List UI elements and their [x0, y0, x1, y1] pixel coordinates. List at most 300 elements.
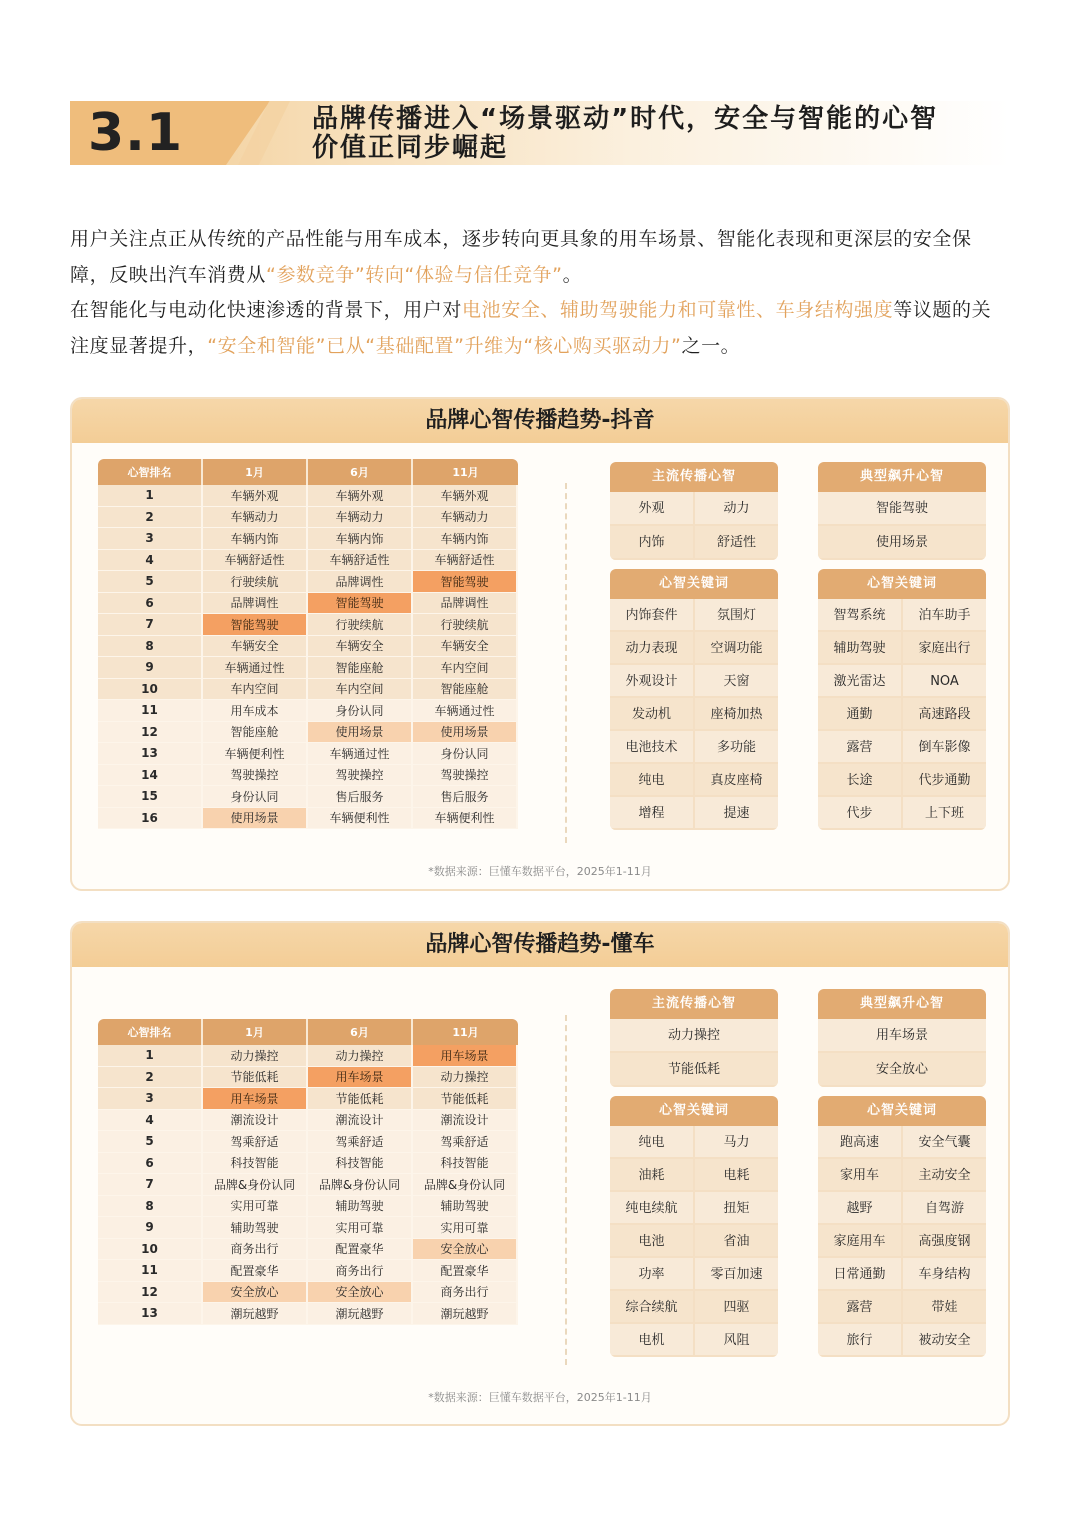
table-cell: 安全放心 [308, 1282, 413, 1304]
table-cell: 品牌&身份认同 [413, 1174, 518, 1196]
keyword-tag: 动力表现 [610, 632, 695, 665]
table-cell: 驾驶操控 [203, 765, 308, 787]
panel-divider [565, 483, 567, 843]
table-cell: 品牌调性 [203, 593, 308, 615]
table-cell: 行驶续航 [413, 614, 518, 636]
keyword-tag: 电耗 [695, 1159, 778, 1192]
table-cell: 商务出行 [413, 1282, 518, 1304]
column-header: 11月 [413, 1019, 518, 1045]
box-row [818, 1225, 986, 1258]
table-cell: 辅助驾驶 [308, 1196, 413, 1218]
intro-p2-mid: 等议题的关注度显著提升， [70, 299, 992, 357]
box-title: 心智关键词 [818, 569, 986, 599]
keyword-tag: 电池 [610, 1225, 695, 1258]
keyword-tag: 越野 [818, 1192, 903, 1225]
table-cell: 潮流设计 [203, 1110, 308, 1132]
keyword-tag: 跑高速 [818, 1126, 903, 1159]
table-row [98, 550, 518, 572]
keyword-tag: 日常通勤 [818, 1258, 903, 1291]
keyword-tag: 露营 [818, 731, 903, 764]
table-cell: 实用可靠 [308, 1217, 413, 1239]
rank-number: 6 [98, 1153, 203, 1175]
table-cell: 车辆便利性 [308, 808, 413, 830]
table-row [98, 1260, 518, 1282]
box-row [610, 1225, 778, 1258]
keyword-tag: 内饰 [610, 526, 695, 560]
box-row [818, 1019, 986, 1053]
intro-p1-text: 用户关注点正从传统的产品性能与用车成本，逐步转向更具象的用车场景、智能化表现和更深层的安全保障，反映出汽车消费从 [70, 228, 972, 286]
table-cell: 安全放心 [413, 1239, 518, 1261]
box-row [818, 665, 986, 698]
keyword-tag: 发动机 [610, 698, 695, 731]
keyword-tag: 节能低耗 [610, 1053, 778, 1087]
box-title: 主流传播心智 [610, 462, 778, 492]
keyword-tag: 天窗 [695, 665, 778, 698]
table-cell: 车辆内饰 [413, 528, 518, 550]
panel-divider [565, 1015, 567, 1365]
box-row [818, 1192, 986, 1225]
table-row [98, 1282, 518, 1304]
keyword-tag: 旅行 [818, 1324, 903, 1357]
keywords-box-left [610, 569, 778, 830]
table-cell: 用车成本 [203, 700, 308, 722]
table-cell: 车辆内饰 [203, 528, 308, 550]
box-body [818, 1019, 986, 1087]
rank-number: 11 [98, 700, 203, 722]
table-cell: 辅助驾驶 [413, 1196, 518, 1218]
keyword-tag: 多功能 [695, 731, 778, 764]
table-cell: 行驶续航 [203, 571, 308, 593]
rank-number: 15 [98, 786, 203, 808]
keyword-tag: 油耗 [610, 1159, 695, 1192]
keyword-tag: 氛围灯 [695, 599, 778, 632]
box-title: 典型飙升心智 [818, 462, 986, 492]
table-header-row [98, 459, 518, 485]
keyword-tag: 安全气囊 [903, 1126, 986, 1159]
keyword-tag: 高强度钢 [903, 1225, 986, 1258]
keyword-tag: 高速路段 [903, 698, 986, 731]
column-header: 1月 [203, 459, 308, 485]
keyword-tag: 电池技术 [610, 731, 695, 764]
keyword-tag: 带娃 [903, 1291, 986, 1324]
rank-number: 10 [98, 1239, 203, 1261]
keyword-tag: 激光雷达 [818, 665, 903, 698]
box-row [818, 797, 986, 830]
keyword-tag: 自驾游 [903, 1192, 986, 1225]
table-row [98, 743, 518, 765]
table-row [98, 507, 518, 529]
table-row [98, 1131, 518, 1153]
box-row [610, 764, 778, 797]
keyword-tag: 空调功能 [695, 632, 778, 665]
box-row [610, 731, 778, 764]
rank-number: 2 [98, 507, 203, 529]
table-row [98, 808, 518, 830]
table-cell: 身份认同 [413, 743, 518, 765]
table-row [98, 1110, 518, 1132]
section-title-line2: 价值正同步崛起 [312, 133, 509, 163]
box-row [610, 1159, 778, 1192]
column-header: 心智排名 [98, 459, 203, 485]
box-title: 心智关键词 [610, 569, 778, 599]
table-row [98, 1239, 518, 1261]
keyword-tag: 马力 [695, 1126, 778, 1159]
table-row [98, 614, 518, 636]
rank-number: 4 [98, 1110, 203, 1132]
rank-number: 8 [98, 1196, 203, 1218]
table-cell: 车辆舒适性 [203, 550, 308, 572]
table-cell: 车辆动力 [413, 507, 518, 529]
table-cell: 节能低耗 [413, 1088, 518, 1110]
table-cell: 实用可靠 [203, 1196, 308, 1218]
keyword-tag: 座椅加热 [695, 698, 778, 731]
table-cell: 车辆外观 [203, 485, 308, 507]
keyword-tag: 长途 [818, 764, 903, 797]
rank-number: 5 [98, 1131, 203, 1153]
table-cell: 驾驶操控 [413, 765, 518, 787]
table-cell: 用车场景 [308, 1067, 413, 1089]
table-row [98, 700, 518, 722]
table-cell: 使用场景 [413, 722, 518, 744]
table-cell: 动力操控 [413, 1067, 518, 1089]
column-header: 1月 [203, 1019, 308, 1045]
box-row [818, 698, 986, 731]
table-cell: 品牌调性 [308, 571, 413, 593]
rank-number: 10 [98, 679, 203, 701]
rank-number: 1 [98, 485, 203, 507]
box-row [818, 632, 986, 665]
column-header: 6月 [308, 459, 413, 485]
table-cell: 辅助驾驶 [203, 1217, 308, 1239]
table-cell: 动力操控 [308, 1045, 413, 1067]
table-cell: 品牌&身份认同 [308, 1174, 413, 1196]
table-cell: 品牌&身份认同 [203, 1174, 308, 1196]
keywords-box-right [818, 1096, 986, 1357]
table-cell: 潮玩越野 [308, 1303, 413, 1325]
table-cell: 智能座舱 [413, 679, 518, 701]
keyword-tag: 智能驾驶 [818, 492, 986, 526]
table-cell: 节能低耗 [203, 1067, 308, 1089]
table-cell: 智能驾驶 [203, 614, 308, 636]
table-cell: 车辆安全 [413, 636, 518, 658]
table-cell: 配置豪华 [308, 1239, 413, 1261]
table-header-row [98, 1019, 518, 1045]
section-title-line1: 品牌传播进入“场景驱动”时代，安全与智能的心智 [312, 104, 939, 134]
table-cell: 智能驾驶 [308, 593, 413, 615]
table-row [98, 1088, 518, 1110]
table-cell: 安全放心 [203, 1282, 308, 1304]
rank-number: 3 [98, 528, 203, 550]
table-cell: 潮玩越野 [413, 1303, 518, 1325]
keyword-tag: 四驱 [695, 1291, 778, 1324]
keyword-tag: 内饰套件 [610, 599, 695, 632]
data-source-note: *数据来源：巨懂车数据平台，2025年1-11月 [428, 865, 652, 878]
rank-number: 11 [98, 1260, 203, 1282]
rank-number: 9 [98, 657, 203, 679]
dongche-ranking-table [98, 1019, 518, 1325]
keyword-tag: 智驾系统 [818, 599, 903, 632]
table-cell: 智能驾驶 [413, 571, 518, 593]
box-row [818, 1258, 986, 1291]
box-body [610, 1126, 778, 1357]
table-cell: 售后服务 [308, 786, 413, 808]
box-row [610, 526, 778, 560]
table-cell: 车内空间 [308, 679, 413, 701]
box-row [610, 1258, 778, 1291]
keywords-box-left [610, 1096, 778, 1357]
keyword-tag: 纯电 [610, 764, 695, 797]
keyword-tag: 被动安全 [903, 1324, 986, 1357]
keyword-tag: 增程 [610, 797, 695, 830]
table-cell: 车辆外观 [308, 485, 413, 507]
table-row [98, 786, 518, 808]
section-title [312, 105, 938, 163]
dongche-panel [70, 921, 1010, 1426]
table-row [98, 593, 518, 615]
table-cell: 实用可靠 [413, 1217, 518, 1239]
keywords-box-right [818, 569, 986, 830]
rank-number: 12 [98, 1282, 203, 1304]
table-cell: 科技智能 [413, 1153, 518, 1175]
intro-p2-highlight-1: 电池安全、辅助驾驶能力和可靠性、车身结构强度 [462, 299, 894, 321]
column-header: 心智排名 [98, 1019, 203, 1045]
column-header: 6月 [308, 1019, 413, 1045]
table-cell: 车辆舒适性 [413, 550, 518, 572]
keyword-tag: 家庭出行 [903, 632, 986, 665]
table-cell: 潮流设计 [308, 1110, 413, 1132]
intro-p1-highlight: “参数竞争”转向“体验与信任竞争” [266, 263, 563, 286]
table-row [98, 657, 518, 679]
table-cell: 用车场景 [203, 1088, 308, 1110]
keyword-tag: 代步 [818, 797, 903, 830]
box-row [610, 665, 778, 698]
box-body [818, 599, 986, 830]
table-cell: 售后服务 [413, 786, 518, 808]
keyword-tag: 露营 [818, 1291, 903, 1324]
box-title: 心智关键词 [818, 1096, 986, 1126]
box-body [610, 492, 778, 560]
table-row [98, 1196, 518, 1218]
keyword-tag: 舒适性 [695, 526, 778, 560]
mainstream-mind-box [610, 989, 778, 1087]
box-body [610, 1019, 778, 1087]
table-cell: 商务出行 [308, 1260, 413, 1282]
table-cell: 车辆动力 [308, 507, 413, 529]
box-row [610, 1192, 778, 1225]
box-title: 典型飙升心智 [818, 989, 986, 1019]
box-body [610, 599, 778, 830]
table-cell: 车辆通过性 [308, 743, 413, 765]
keyword-tag: 通勤 [818, 698, 903, 731]
mainstream-mind-box [610, 462, 778, 560]
table-cell: 商务出行 [203, 1239, 308, 1261]
keyword-tag: 外观设计 [610, 665, 695, 698]
keyword-tag: 风阻 [695, 1324, 778, 1357]
box-row [610, 1291, 778, 1324]
table-row [98, 528, 518, 550]
section-number: 3.1 [88, 103, 184, 163]
table-row [98, 1217, 518, 1239]
box-row [818, 526, 986, 560]
table-cell: 车辆通过性 [203, 657, 308, 679]
rank-number: 8 [98, 636, 203, 658]
box-row [818, 1324, 986, 1357]
section-header [70, 101, 1010, 165]
table-cell: 驾乘舒适 [413, 1131, 518, 1153]
table-row [98, 571, 518, 593]
intro-paragraph-2 [70, 293, 1010, 364]
keyword-tag: 电机 [610, 1324, 695, 1357]
box-row [818, 764, 986, 797]
table-row [98, 1303, 518, 1325]
keyword-tag: 泊车助手 [903, 599, 986, 632]
keyword-tag: 使用场景 [818, 526, 986, 560]
table-row [98, 485, 518, 507]
table-cell: 车辆内饰 [308, 528, 413, 550]
table-cell: 动力操控 [203, 1045, 308, 1067]
box-row [610, 797, 778, 830]
table-cell: 车辆外观 [413, 485, 518, 507]
table-cell: 驾驶操控 [308, 765, 413, 787]
keyword-tag: 家庭用车 [818, 1225, 903, 1258]
table-cell: 潮玩越野 [203, 1303, 308, 1325]
table-cell: 品牌调性 [413, 593, 518, 615]
keyword-tag: 车身结构 [903, 1258, 986, 1291]
rising-mind-box [818, 462, 986, 560]
box-body [818, 492, 986, 560]
keyword-tag: 功率 [610, 1258, 695, 1291]
table-cell: 身份认同 [308, 700, 413, 722]
rank-number: 2 [98, 1067, 203, 1089]
table-cell: 车辆动力 [203, 507, 308, 529]
table-cell: 用车场景 [413, 1045, 518, 1067]
keyword-tag: 真皮座椅 [695, 764, 778, 797]
box-row [610, 632, 778, 665]
box-body [818, 1126, 986, 1357]
table-cell: 身份认同 [203, 786, 308, 808]
table-row [98, 1174, 518, 1196]
keyword-tag: 上下班 [903, 797, 986, 830]
rank-number: 3 [98, 1088, 203, 1110]
box-row [818, 1053, 986, 1087]
box-row [818, 599, 986, 632]
intro-p2-highlight-2: “安全和智能”已从“基础配置”升维为“核心购买驱动力” [207, 334, 682, 357]
box-row [610, 1053, 778, 1087]
table-row [98, 1153, 518, 1175]
table-cell: 车内空间 [413, 657, 518, 679]
keyword-tag: 用车场景 [818, 1019, 986, 1053]
box-row [610, 1126, 778, 1159]
column-header: 11月 [413, 459, 518, 485]
table-cell: 配置豪华 [413, 1260, 518, 1282]
rank-number: 9 [98, 1217, 203, 1239]
keyword-tag: 省油 [695, 1225, 778, 1258]
rank-number: 14 [98, 765, 203, 787]
table-cell: 驾乘舒适 [203, 1131, 308, 1153]
table-row [98, 679, 518, 701]
intro-p2-end: 之一。 [681, 334, 741, 357]
table-cell: 使用场景 [308, 722, 413, 744]
intro-text [70, 222, 1010, 364]
rank-number: 1 [98, 1045, 203, 1067]
table-row [98, 1067, 518, 1089]
box-row [610, 1019, 778, 1053]
table-cell: 车辆通过性 [413, 700, 518, 722]
rank-number: 12 [98, 722, 203, 744]
table-cell: 配置豪华 [203, 1260, 308, 1282]
douyin-ranking-table [98, 459, 518, 829]
table-cell: 潮流设计 [413, 1110, 518, 1132]
intro-p2-text: 在智能化与电动化快速渗透的背景下，用户对 [70, 299, 463, 321]
keyword-tag: 扭矩 [695, 1192, 778, 1225]
keyword-tag: 家用车 [818, 1159, 903, 1192]
keyword-tag: 零百加速 [695, 1258, 778, 1291]
rising-mind-box [818, 989, 986, 1087]
box-title: 心智关键词 [610, 1096, 778, 1126]
box-row [610, 599, 778, 632]
box-row [818, 492, 986, 526]
box-row [610, 1324, 778, 1357]
keyword-tag: 倒车影像 [903, 731, 986, 764]
data-source-note: *数据来源：巨懂车数据平台，2025年1-11月 [428, 1391, 652, 1404]
table-cell: 科技智能 [203, 1153, 308, 1175]
douyin-panel-title: 品牌心智传播趋势-抖音 [72, 399, 1008, 443]
table-cell: 驾乘舒适 [308, 1131, 413, 1153]
table-cell: 车辆便利性 [413, 808, 518, 830]
table-row [98, 722, 518, 744]
intro-paragraph-1 [70, 222, 1010, 293]
keyword-tag: 动力操控 [610, 1019, 778, 1053]
table-cell: 车辆舒适性 [308, 550, 413, 572]
rank-number: 5 [98, 571, 203, 593]
table-cell: 车辆安全 [308, 636, 413, 658]
keyword-tag: 动力 [695, 492, 778, 526]
table-row [98, 1045, 518, 1067]
box-row [818, 1291, 986, 1324]
keyword-tag: 安全放心 [818, 1053, 986, 1087]
keyword-tag: 纯电 [610, 1126, 695, 1159]
box-row [610, 492, 778, 526]
keyword-tag: 综合续航 [610, 1291, 695, 1324]
table-cell: 科技智能 [308, 1153, 413, 1175]
table-cell: 节能低耗 [308, 1088, 413, 1110]
box-row [610, 698, 778, 731]
table-row [98, 765, 518, 787]
table-cell: 车辆便利性 [203, 743, 308, 765]
rank-number: 7 [98, 1174, 203, 1196]
keyword-tag: 外观 [610, 492, 695, 526]
rank-number: 13 [98, 1303, 203, 1325]
box-row [818, 731, 986, 764]
douyin-panel [70, 397, 1010, 891]
table-cell: 使用场景 [203, 808, 308, 830]
keyword-tag: 辅助驾驶 [818, 632, 903, 665]
rank-number: 4 [98, 550, 203, 572]
box-title: 主流传播心智 [610, 989, 778, 1019]
keyword-tag: NOA [903, 665, 986, 698]
rank-number: 7 [98, 614, 203, 636]
rank-number: 13 [98, 743, 203, 765]
table-cell: 行驶续航 [308, 614, 413, 636]
keyword-tag: 提速 [695, 797, 778, 830]
keyword-tag: 纯电续航 [610, 1192, 695, 1225]
keyword-tag: 主动安全 [903, 1159, 986, 1192]
rank-number: 6 [98, 593, 203, 615]
box-row [818, 1126, 986, 1159]
rank-number: 16 [98, 808, 203, 830]
table-cell: 车辆安全 [203, 636, 308, 658]
keyword-tag: 代步通勤 [903, 764, 986, 797]
